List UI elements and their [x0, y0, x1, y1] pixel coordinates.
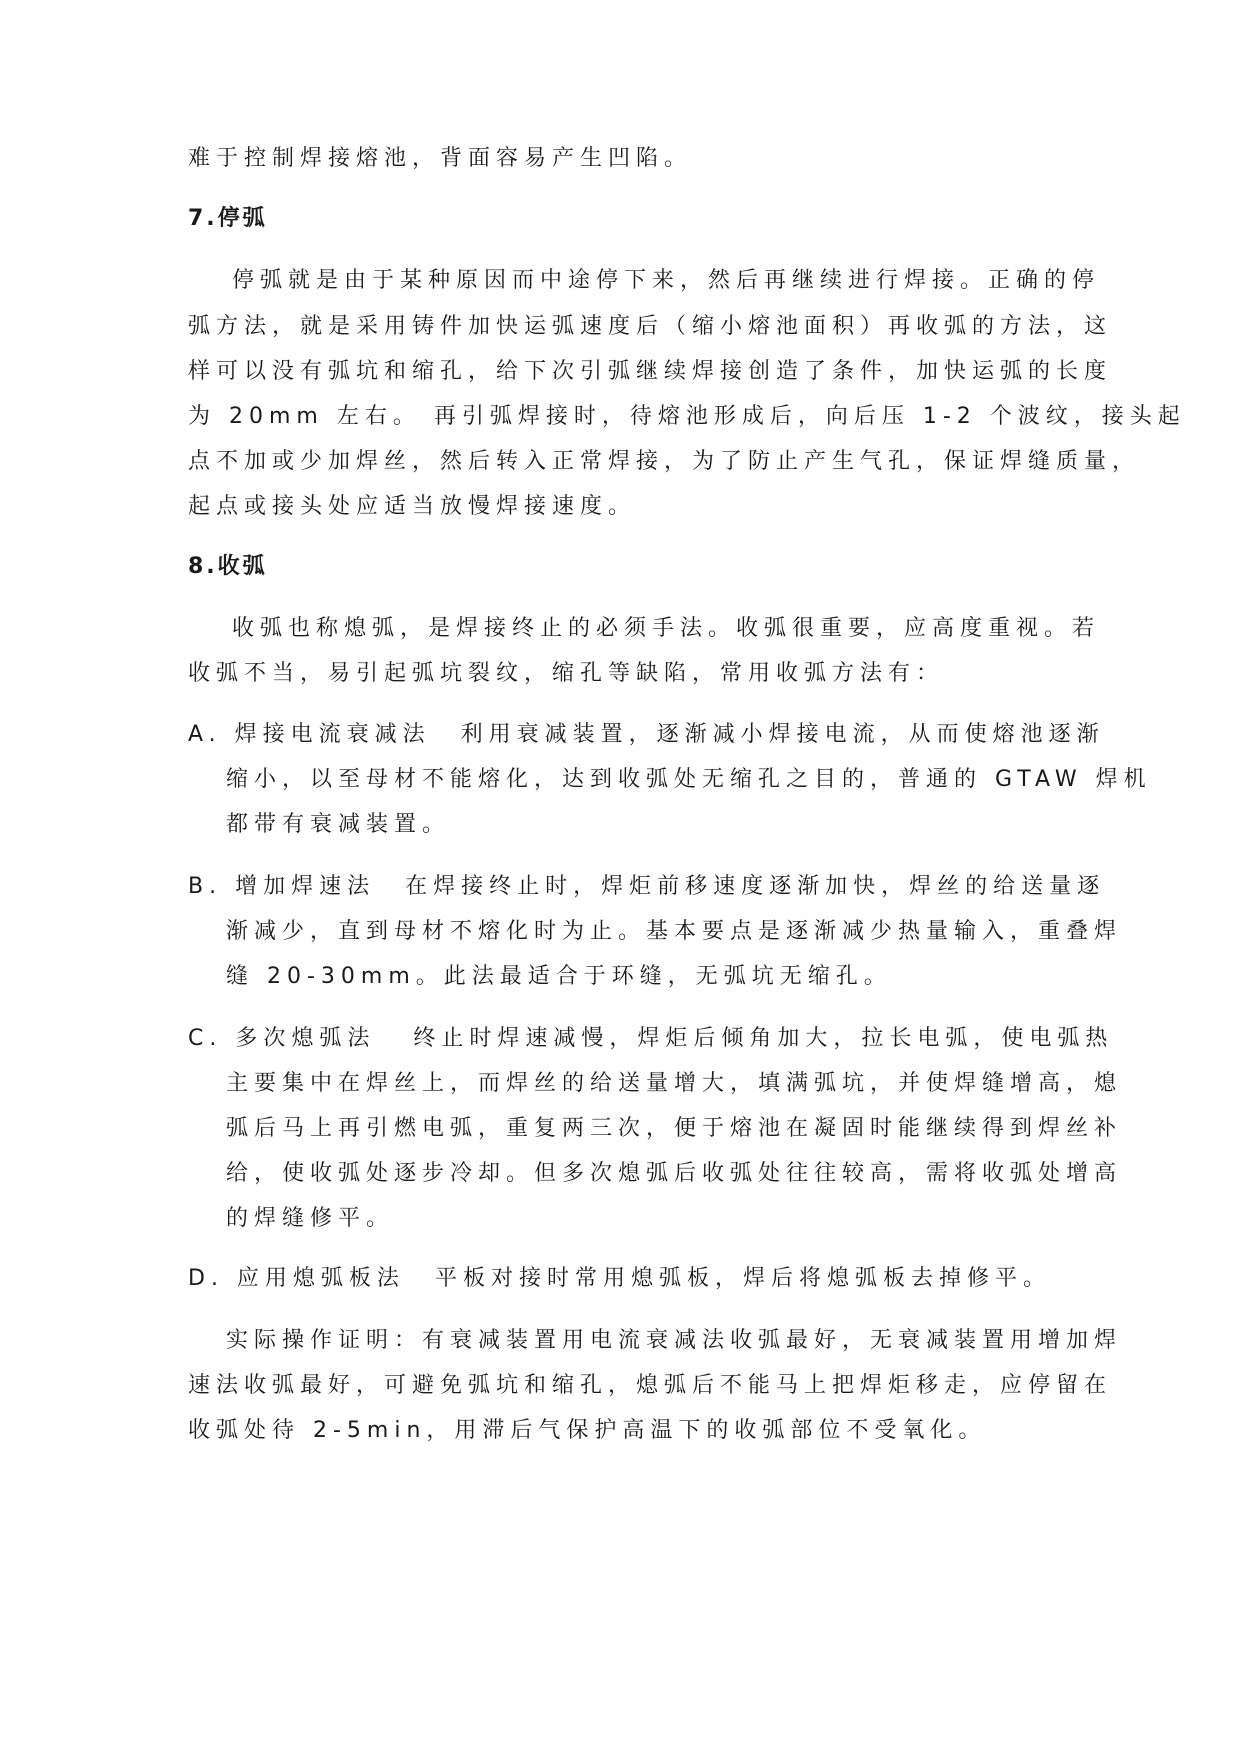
list-item-continuation: 主要集中在焊丝上，而焊丝的给送量增大，填满弧坑，并使焊缝增高，熄	[226, 1071, 1123, 1096]
list-item-a	[188, 720, 1105, 750]
paragraph-line: 停弧就是由于某种原因而中途停下来，然后再继续进行焊接。正确的停	[232, 268, 1101, 293]
list-term: A. 焊接电流衰减法	[188, 722, 431, 747]
list-item-continuation: 渐减少，直到母材不熔化时为止。基本要点是逐渐减少热量输入，重叠焊	[226, 919, 1123, 944]
list-item-continuation: 的焊缝修平。	[226, 1206, 395, 1231]
list-text: 利用衰减装置，逐渐减小焊接电流，从而使熔池逐渐	[460, 722, 1105, 747]
paragraph-line: 起点或接头处应适当放慢焊接速度。	[188, 494, 637, 519]
list-item-continuation: 弧后马上再引燃电弧，重复两三次，便于熔池在凝固时能继续得到焊丝补	[226, 1116, 1123, 1141]
paragraph-line: 点不加或少加焊丝，然后转入正常焊接，为了防止产生气孔，保证焊缝质量，	[188, 449, 1141, 474]
list-term: B. 增加焊速法	[188, 874, 376, 899]
list-term: C. 多次熄弧法	[188, 1026, 376, 1051]
section-heading-8: 8.收弧	[188, 554, 268, 579]
list-text: 平板对接时常用熄弧板，焊后将熄弧板去掉修平。	[434, 1266, 1051, 1291]
paragraph-line: 难于控制焊接熔池，背面容易产生凹陷。	[188, 146, 693, 171]
paragraph-line: 实际操作证明：有衰减装置用电流衰减法收弧最好，无衰减装置用增加焊	[226, 1328, 1123, 1353]
paragraph-line: 收弧处待 2-5min，用滞后气保护高温下的收弧部位不受氧化。	[188, 1418, 987, 1443]
list-item-continuation: 缩小，以至母材不能熔化，达到收弧处无缩孔之目的，普通的 GTAW 焊机	[226, 767, 1152, 792]
paragraph-line: 收弧也称熄弧，是焊接终止的必须手法。收弧很重要，应高度重视。若	[232, 616, 1101, 641]
list-item-c	[188, 1024, 1113, 1054]
list-text: 终止时焊速减慢，焊炬后倾角加大，拉长电弧，使电弧热	[413, 1026, 1114, 1051]
list-text: 在焊接终止时，焊炬前移速度逐渐加快，焊丝的给送量逐	[405, 874, 1106, 899]
paragraph-line: 弧方法，就是采用铸件加快运弧速度后（缩小熔池面积）再收弧的方法，这	[188, 314, 1113, 339]
paragraph-line: 样可以没有弧坑和缩孔，给下次引弧继续焊接创造了条件，加快运弧的长度	[188, 359, 1113, 384]
list-item-b	[188, 872, 1105, 902]
list-item-continuation: 缝 20-30mm。此法最适合于环缝，无弧坑无缩孔。	[226, 964, 892, 989]
section-heading-7: 7.停弧	[188, 206, 268, 231]
list-item-continuation: 给，使收弧处逐步冷却。但多次熄弧后收弧处往往较高，需将收弧处增高	[226, 1161, 1123, 1186]
list-item-d	[188, 1264, 1051, 1294]
paragraph-line: 为 20mm 左右。 再引弧焊接时，待熔池形成后，向后压 1-2 个波纹，接头起	[188, 404, 1186, 429]
list-term: D. 应用熄弧板法	[188, 1266, 405, 1291]
paragraph-line: 速法收弧最好，可避免弧坑和缩孔，熄弧后不能马上把焊炬移走，应停留在	[188, 1373, 1113, 1398]
list-item-continuation: 都带有衰减装置。	[226, 812, 451, 837]
paragraph-line: 收弧不当，易引起弧坑裂纹，缩孔等缺陷，常用收弧方法有：	[188, 661, 945, 686]
